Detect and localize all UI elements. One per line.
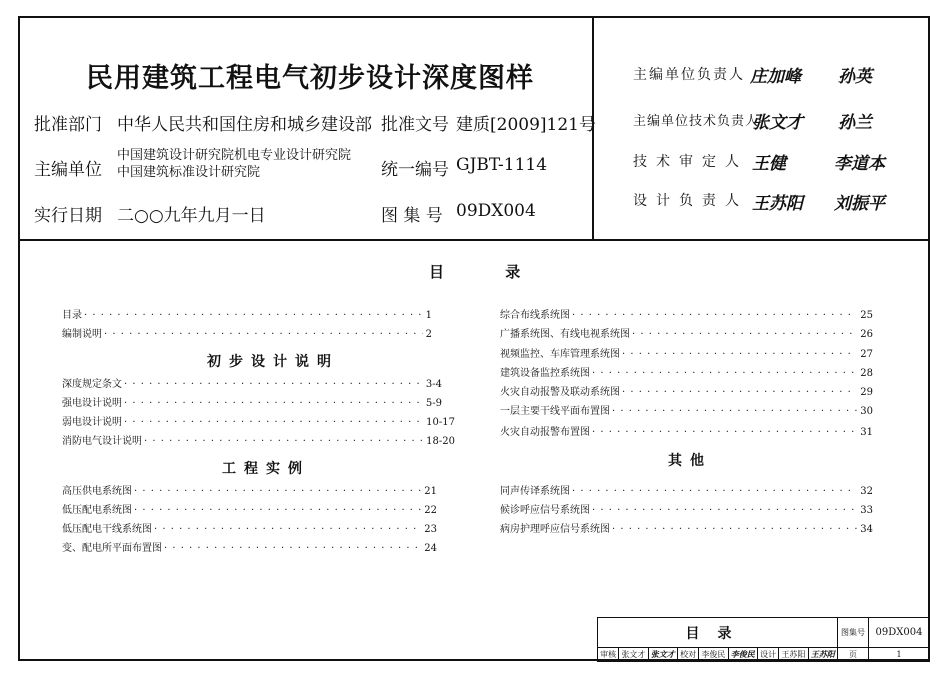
- design-label: 设计: [757, 648, 778, 662]
- designer-signature: 王苏阳: [808, 648, 837, 662]
- approve-dept: 中华人民共和国住房和城乡建设部: [117, 115, 372, 135]
- toc-page: 29: [860, 387, 873, 398]
- page-number: 1: [869, 648, 930, 662]
- sig-role-4: 设计负责人: [633, 193, 748, 209]
- leader-dots: [104, 329, 423, 340]
- checker-signature: 李俊民: [728, 648, 757, 662]
- leader-dots: [124, 417, 423, 428]
- toc-entry-title: 综合布线系统图: [500, 310, 570, 321]
- titleblock-name: 目录: [598, 618, 838, 648]
- approve-dept-label: 批准部门: [34, 115, 102, 135]
- toc-entry-title: 编制说明: [62, 329, 102, 340]
- signature-4b: 刘振平: [834, 194, 885, 214]
- toc-entry-title: 病房护理呼应信号系统图: [500, 524, 610, 535]
- toc-entry-title: 低压配电系统图: [62, 505, 132, 516]
- leader-dots: [572, 486, 857, 497]
- toc-row[interactable]: [62, 539, 437, 553]
- leader-dots: [622, 387, 857, 398]
- toc-page: 26: [860, 329, 873, 340]
- titleblock-atlas-label: 图集号: [838, 618, 869, 648]
- toc-entry-title: 高压供电系统图: [62, 486, 132, 497]
- toc-row[interactable]: [500, 383, 873, 397]
- editor-line2: 中国建筑标准设计研究院: [117, 165, 261, 180]
- toc-row[interactable]: [62, 520, 437, 534]
- toc-page: 5-9: [425, 398, 442, 409]
- signature-3b: 李道本: [834, 154, 885, 174]
- page-label: 页: [838, 648, 869, 662]
- leader-dots: [622, 349, 857, 360]
- leader-dots: [124, 379, 423, 390]
- reviewer-signature: 张文才: [648, 648, 677, 662]
- sig-role-3: 技术审定人: [633, 154, 748, 170]
- code-label: 统一编号: [381, 160, 449, 180]
- toc-page: 28: [860, 368, 873, 379]
- leader-dots: [592, 427, 857, 438]
- leader-dots: [592, 505, 857, 516]
- toc-row[interactable]: [500, 345, 873, 359]
- toc-entry-title: 火灾自动报警布置图: [500, 427, 590, 438]
- leader-dots: [632, 329, 857, 340]
- toc-entry-title: 一层主要干线平面布置图: [500, 406, 610, 417]
- toc-entry-title: 深度规定条文: [62, 379, 122, 390]
- toc-row[interactable]: [500, 501, 873, 515]
- toc-page: 27: [860, 349, 873, 360]
- toc-page: 34: [860, 524, 873, 535]
- toc-row[interactable]: [500, 520, 873, 534]
- toc-row[interactable]: [500, 423, 873, 437]
- toc-page: 1: [425, 310, 432, 321]
- leader-dots: [144, 436, 423, 447]
- date-label: 实行日期: [34, 206, 102, 226]
- leader-dots: [154, 524, 421, 535]
- toc-row[interactable]: [62, 501, 437, 515]
- toc-row[interactable]: [62, 482, 437, 496]
- toc-entry-title: 建筑设备监控系统图: [500, 368, 590, 379]
- toc-page: 21: [424, 486, 437, 497]
- toc-entry-title: 火灾自动报警及联动系统图: [500, 387, 620, 398]
- toc-page: 25: [860, 310, 873, 321]
- titleblock-atlas: 09DX004: [869, 618, 930, 648]
- leader-dots: [84, 310, 423, 321]
- toc-entry-title: 候诊呼应信号系统图: [500, 505, 590, 516]
- toc-row[interactable]: [62, 432, 455, 446]
- toc-page: 30: [860, 406, 873, 417]
- page-title: 民用建筑工程电气初步设计深度图样: [86, 63, 534, 94]
- leader-dots: [134, 486, 421, 497]
- atlas-number: 09DX004: [456, 201, 536, 221]
- section-heading-2: 工程实例: [222, 461, 310, 477]
- toc-page: 3-4: [425, 379, 442, 390]
- signature-3a: 王健: [752, 154, 786, 174]
- toc-entry-title: 同声传译系统图: [500, 486, 570, 497]
- toc-page: 10-17: [426, 417, 455, 428]
- header-bottom-line: [18, 239, 930, 241]
- toc-row[interactable]: [500, 306, 873, 320]
- sig-role-2: 主编单位技术负责人: [633, 114, 760, 129]
- signature-2a: 张文才: [752, 113, 803, 133]
- toc-row[interactable]: [62, 306, 432, 320]
- toc-entry-title: 低压配电干线系统图: [62, 524, 152, 535]
- toc-entry-title: 变、配电所平面布置图: [62, 543, 162, 554]
- toc-entry-title: 视频监控、车库管理系统图: [500, 349, 620, 360]
- toc-row[interactable]: [62, 394, 442, 408]
- editor-line1: 中国建筑设计研究院机电专业设计研究院: [117, 148, 352, 163]
- reviewer: 张文才: [619, 648, 648, 662]
- toc-page: 23: [424, 524, 437, 535]
- toc-row[interactable]: [500, 325, 873, 339]
- toc-page: 31: [860, 427, 873, 438]
- signature-1b: 孙英: [838, 67, 872, 87]
- title-block: [597, 617, 930, 661]
- toc-row[interactable]: [500, 482, 873, 496]
- toc-page: 32: [860, 486, 873, 497]
- section-heading-1: 初步设计说明: [207, 354, 339, 370]
- signature-1a: 庄加峰: [750, 67, 801, 87]
- code: GJBT-1114: [456, 155, 548, 175]
- leader-dots: [124, 398, 423, 409]
- toc-row[interactable]: [62, 375, 442, 389]
- section-heading-3: 其他: [668, 453, 712, 469]
- toc-page: 22: [424, 505, 437, 516]
- leader-dots: [164, 543, 421, 554]
- toc-page: 2: [425, 329, 432, 340]
- toc-entry-title: 目录: [62, 310, 82, 321]
- leader-dots: [572, 310, 857, 321]
- toc-row[interactable]: [62, 413, 455, 427]
- toc-page: 24: [424, 543, 437, 554]
- checker: 李俊民: [699, 648, 728, 662]
- approve-doc-label: 批准文号: [381, 115, 449, 135]
- leader-dots: [612, 406, 857, 417]
- toc-entry-title: 广播系统图、有线电视系统图: [500, 329, 630, 340]
- check-label: 校对: [677, 648, 698, 662]
- sig-role-1: 主编单位负责人: [633, 67, 745, 83]
- review-label: 审核: [598, 648, 619, 662]
- toc-title: 目 录: [429, 263, 549, 281]
- designer: 王苏阳: [779, 648, 808, 662]
- toc-page: 18-20: [426, 436, 455, 447]
- toc-row[interactable]: [62, 325, 432, 339]
- atlas-label: 图 集 号: [381, 206, 443, 226]
- toc-row[interactable]: [500, 402, 873, 416]
- signature-2b: 孙兰: [838, 113, 872, 133]
- leader-dots: [592, 368, 857, 379]
- toc-entry-title: 强电设计说明: [62, 398, 122, 409]
- toc-entry-title: 消防电气设计说明: [62, 436, 142, 447]
- toc-entry-title: 弱电设计说明: [62, 417, 122, 428]
- date: 二○○九年九月一日: [117, 206, 266, 226]
- signature-4a: 王苏阳: [752, 194, 803, 214]
- toc-row[interactable]: [500, 364, 873, 378]
- leader-dots: [134, 505, 421, 516]
- leader-dots: [612, 524, 857, 535]
- approve-doc: 建质[2009]121号: [456, 115, 596, 135]
- toc-page: 33: [860, 505, 873, 516]
- editor-label: 主编单位: [34, 160, 102, 180]
